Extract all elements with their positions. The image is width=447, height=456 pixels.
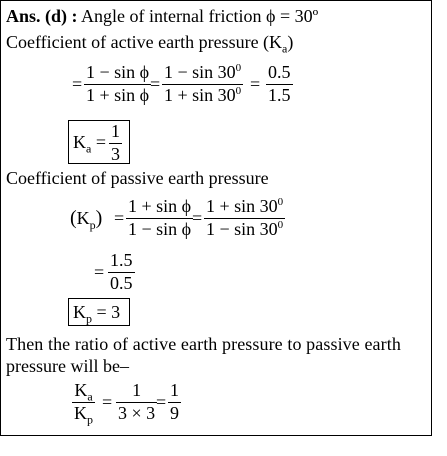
eq2-fraction-2 <box>204 196 285 239</box>
eq2-equals-2: = <box>192 208 203 228</box>
eq2-num-2 <box>204 196 285 216</box>
eq4-equals-2: = <box>156 392 167 412</box>
eq4-den-2: 3 × 3 <box>118 403 156 423</box>
passive-heading: Coefficient of passive earth pressure <box>6 168 269 188</box>
eq1-fraction-2 <box>162 62 243 105</box>
ka-lhs: $K_a$ = <box>73 132 106 156</box>
eq2-den-2 <box>204 218 285 239</box>
eq1-equals-3: = <box>250 74 261 94</box>
ratio-line-2: pressure will be– <box>6 356 129 376</box>
eq4-num-1-symbol: K <box>74 380 88 400</box>
eq1-den-1: 1 + sin ϕ <box>86 85 150 105</box>
ka-symbol: K <box>73 132 86 152</box>
eq4-den-1-symbol: K <box>74 403 87 423</box>
eq2-lhs-symbol: K <box>76 208 90 228</box>
eq2-den-1: 1 − sin ϕ <box>128 219 192 239</box>
eq4-num-3: 1 <box>170 380 179 400</box>
eq2-lhs-sub: p <box>89 218 96 232</box>
eq2-den-2-text: 1 − sin 30 <box>206 219 278 239</box>
kp-value: = 3 <box>96 302 121 322</box>
friction-angle-value: = 30º <box>279 6 319 26</box>
eq4-fraction-2 <box>116 380 157 423</box>
eq3-fraction <box>108 250 135 293</box>
eq1-num-2-text: 1 − sin 30 <box>164 62 236 82</box>
eq3-num: 1.5 <box>110 250 133 270</box>
eq4-num-1 <box>72 380 94 404</box>
eq4-fraction-1 <box>72 380 95 427</box>
eq1-den-2-text: 1 + sin 30 <box>164 85 236 105</box>
ka-fraction <box>109 121 122 164</box>
eq4-num-2: 1 <box>132 380 142 400</box>
active-heading-text: Coefficient of active earth pressure (K <box>6 32 283 52</box>
eq2-den-2-degree: 0 <box>277 219 284 231</box>
eq1-fraction-3 <box>266 62 293 105</box>
eq4-num-1-sub: a <box>87 389 93 404</box>
kp-symbol: K <box>73 302 86 322</box>
eq1-fraction-1 <box>84 62 151 105</box>
eq1-den-2-degree: 0 <box>235 85 242 97</box>
eq3-equals: = <box>94 262 105 282</box>
eq4-den-1-sub: p <box>87 412 93 427</box>
ka-sub: a <box>86 141 92 156</box>
eq1-num-1: 1 − sin ϕ <box>86 62 150 82</box>
eq1-equals-1: = <box>72 74 83 94</box>
eq2-num-1: 1 + sin ϕ <box>128 196 192 216</box>
eq4-den-3: 9 <box>170 403 179 423</box>
eq2-lhs: $(K_p)$ <box>70 207 103 232</box>
kp-sub: p <box>86 311 92 326</box>
eq2-num-2-text: 1 + sin 30 <box>206 196 278 216</box>
kp-result <box>73 302 121 326</box>
active-heading-sub: a <box>282 41 288 56</box>
ka-result-box <box>68 120 130 164</box>
answer-line <box>6 6 318 26</box>
friction-angle-text: Angle of internal friction <box>81 6 262 26</box>
eq4-equals-1: = <box>102 392 113 412</box>
eq2-fraction-1 <box>126 196 193 239</box>
ratio-line-1: Then the ratio of active earth pressure to passive earth <box>6 334 401 354</box>
eq2-equals-1: = <box>114 208 125 228</box>
answer-label: Ans. (d) : <box>6 6 78 26</box>
eq1-den-2 <box>162 84 243 105</box>
eq2-num-2-degree: 0 <box>277 196 284 208</box>
active-heading <box>6 32 294 56</box>
phi-symbol: ϕ <box>265 6 276 26</box>
eq1-equals-2: = <box>150 74 161 94</box>
ka-den: 3 <box>111 144 120 164</box>
eq4-den-1 <box>72 402 95 427</box>
kp-result-box <box>68 298 130 326</box>
eq3-den: 0.5 <box>110 273 133 293</box>
eq1-num-2 <box>162 62 243 82</box>
eq1-den-3: 1.5 <box>268 85 291 105</box>
eq4-fraction-3 <box>168 380 181 423</box>
eq1-num-2-degree: 0 <box>235 62 242 74</box>
active-heading-end: ) <box>287 32 294 52</box>
ka-num: 1 <box>111 121 120 141</box>
eq1-num-3: 0.5 <box>268 62 291 82</box>
